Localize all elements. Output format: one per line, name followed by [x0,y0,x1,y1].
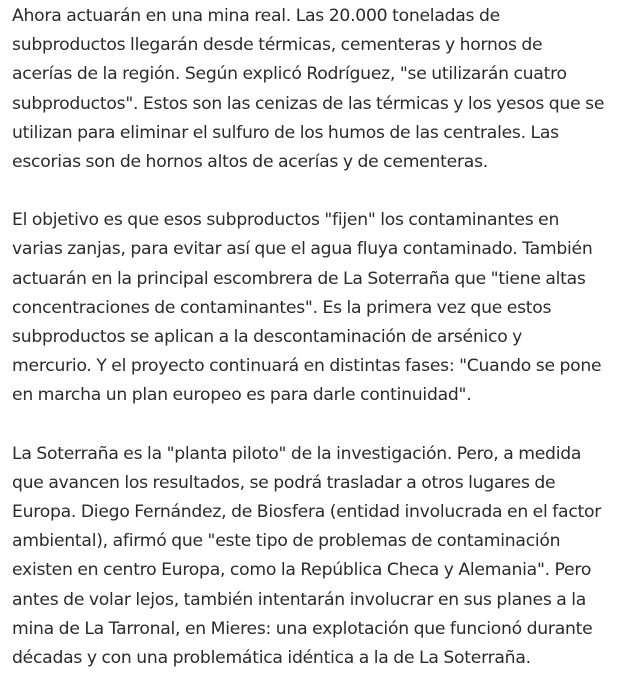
text-line: La Soterraña es la "planta piloto" de la investigación. Pero, a medida [12,443,582,464]
text-line: décadas y con una problemática idéntica a la de La Soterraña. [12,648,531,669]
text-line: existen en centro Europa, como la República Checa y Alemania". Pero [12,560,592,581]
text-line: subproductos se aplican a la descontaminación de arsénico y [12,327,523,348]
text-line: que avancen los resultados, se podrá trasladar a otros lugares de [12,472,556,493]
paragraph-1 [12,2,632,177]
text-line: acerías de la región. Según explicó Rodríguez, "se utilizarán cuatro [12,64,567,85]
paragraph-2 [12,206,632,410]
text-line: utilizan para eliminar el sulfuro de los humos de las centrales. Las [12,122,559,143]
text-line: antes de volar lejos, también intentarán involucrar en sus planes a la [12,589,587,610]
text-line: escorias son de hornos altos de acerías y de cementeras. [12,152,488,173]
text-line: ambiental), afirmó que "este tipo de problemas de contaminación [12,531,561,552]
text-line: varias zanjas, para evitar así que el agua fluya contaminado. También [12,239,593,260]
text-line: en marcha un plan europeo es para darle continuidad". [12,385,472,406]
text-line: Europa. Diego Fernández, de Biosfera (entidad involucrada en el factor [12,502,602,523]
text-line: subproductos". Estos son las cenizas de las térmicas y los yesos que se [12,93,605,114]
text-line: actuarán en la principal escombrera de La Soterraña que "tiene altas [12,268,586,289]
text-line: mercurio. Y el proyecto continuará en distintas fases: "Cuando se pone [12,356,602,377]
text-line: concentraciones de contaminantes". Es la primera vez que estos [12,297,552,318]
article-body [12,2,632,673]
text-line: subproductos llegarán desde térmicas, cementeras y hornos de [12,35,543,56]
text-line: Ahora actuarán en una mina real. Las 20.000 toneladas de [12,6,500,26]
text-line: El objetivo es que esos subproductos "fijen" los contaminantes en [12,210,560,231]
paragraph-3 [12,440,632,674]
text-line: mina de La Tarronal, en Mieres: una explotación que funcionó durante [12,618,593,639]
